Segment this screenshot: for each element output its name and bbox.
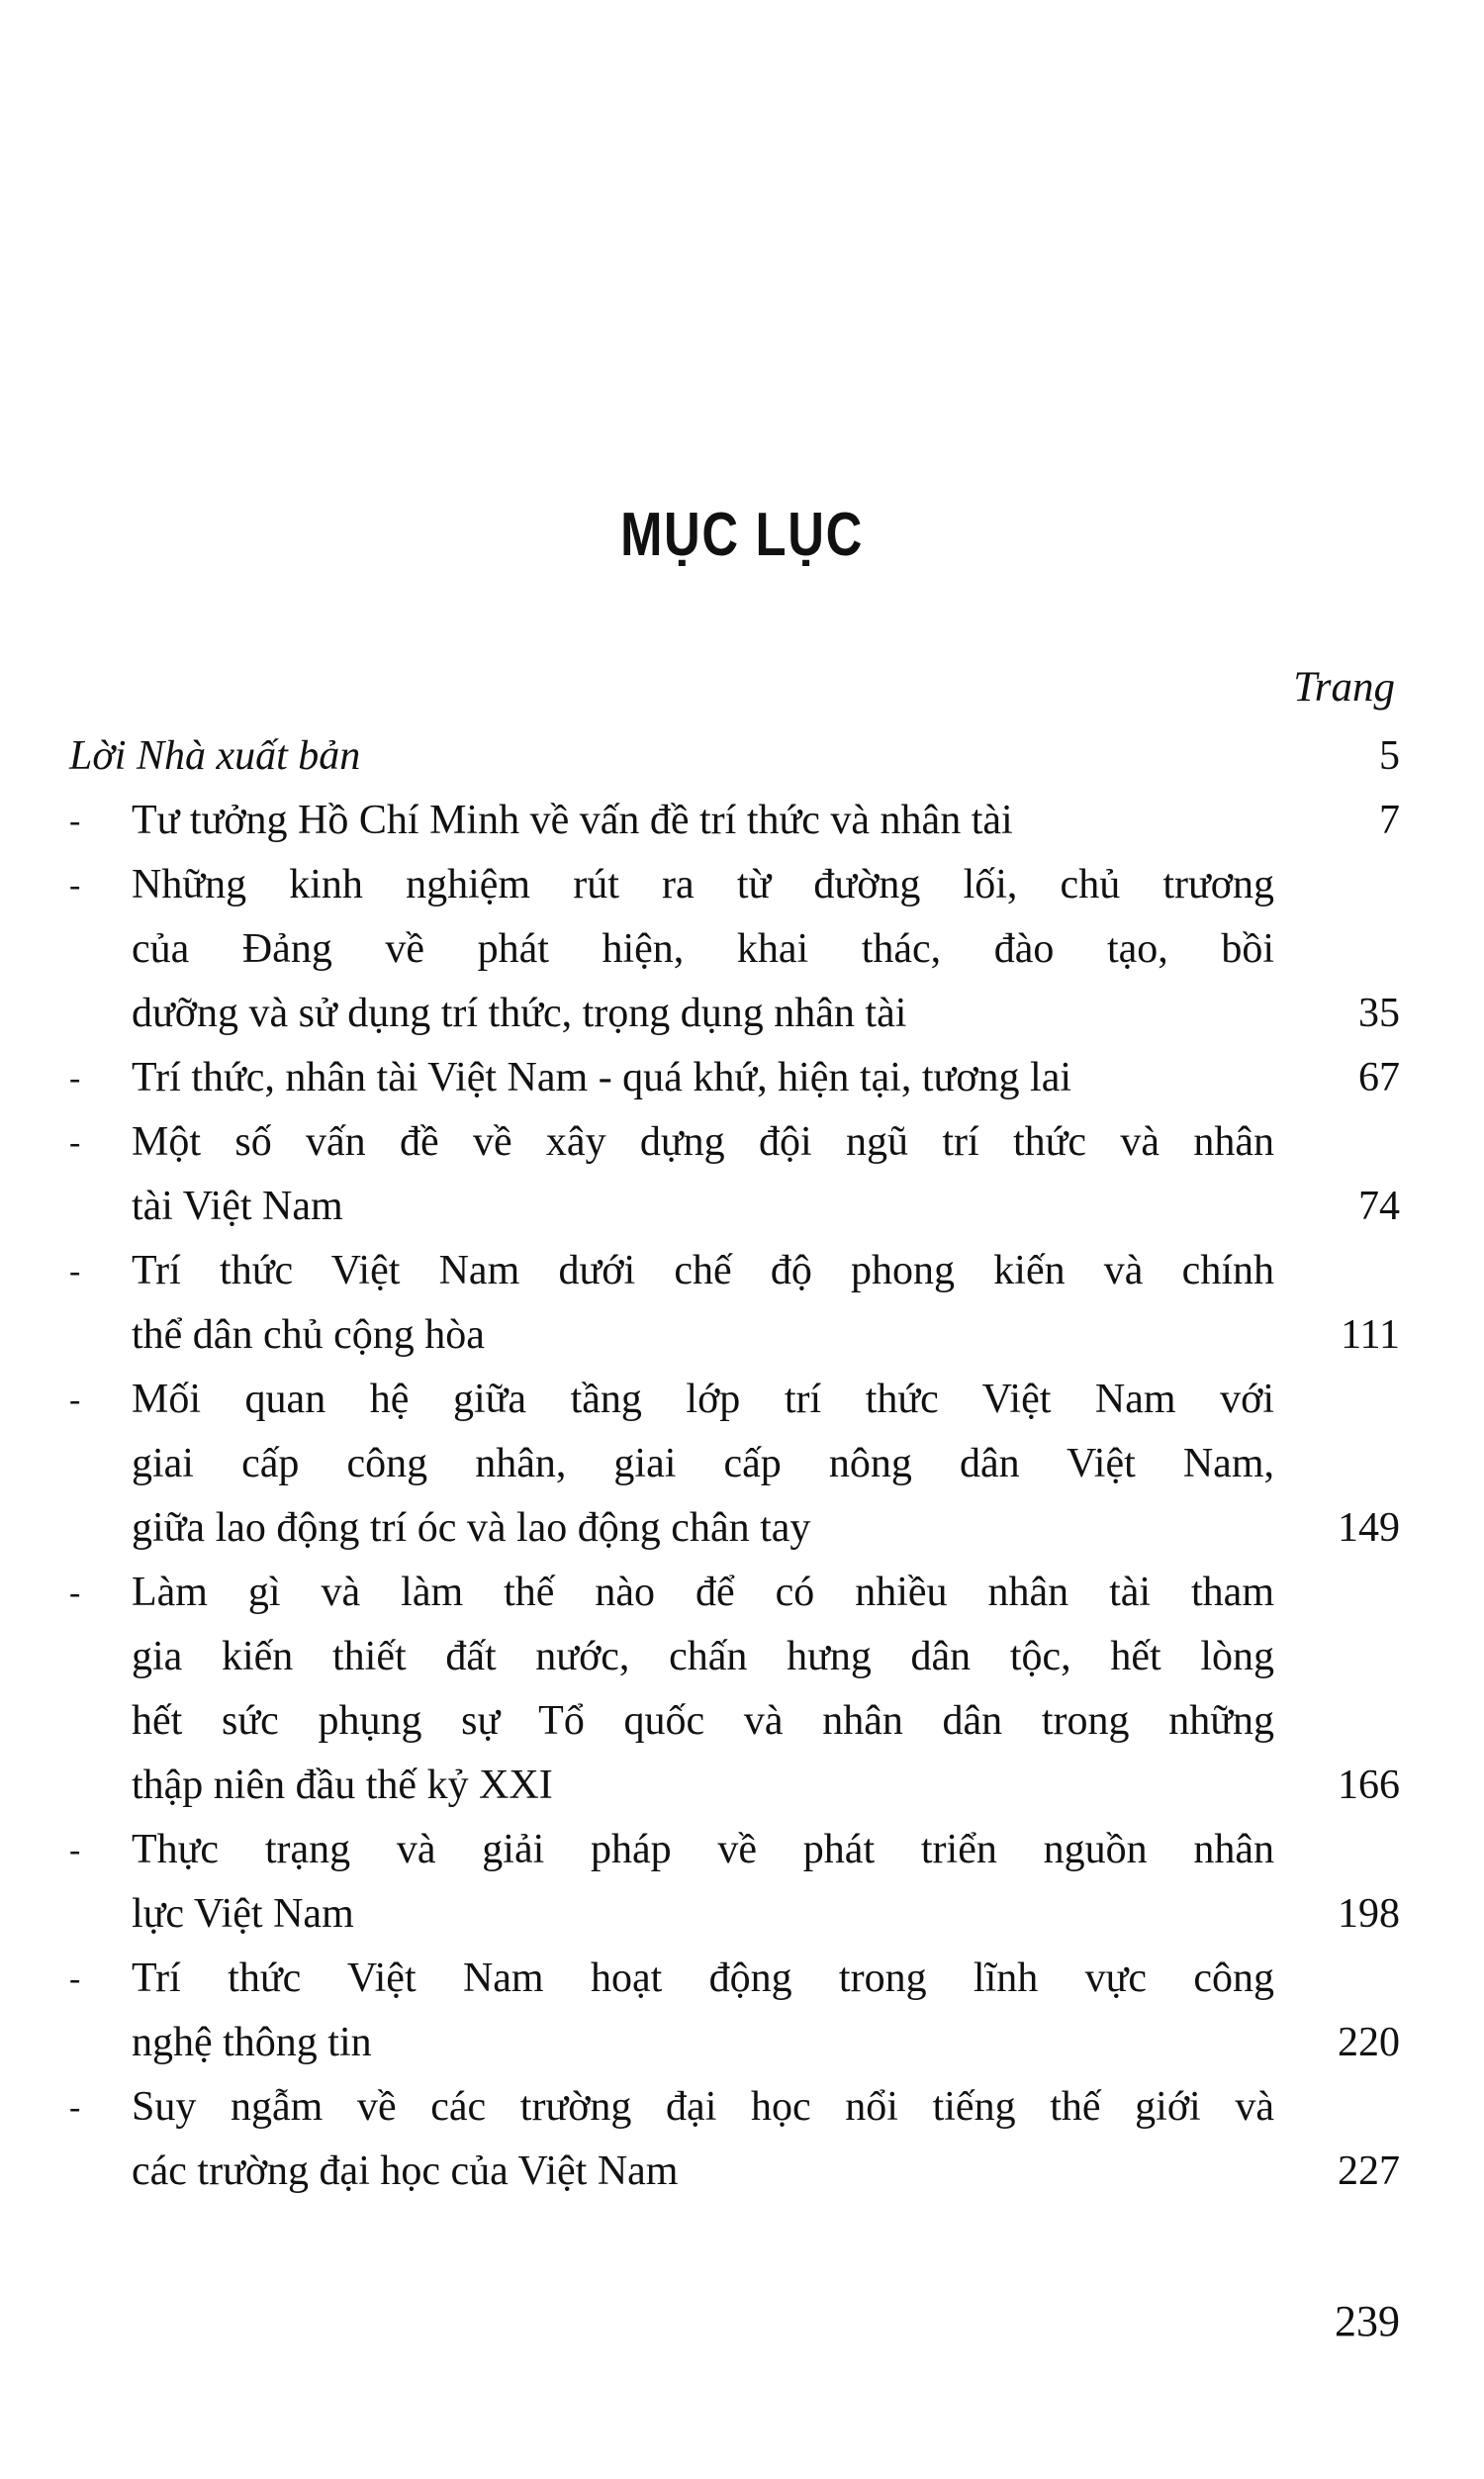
toc-entry-text: Tư tưởng Hồ Chí Minh về vấn đề trí thức và nhân tài	[132, 798, 1013, 843]
toc-entry-page: 198	[1338, 1891, 1400, 1937]
toc-entry-line	[69, 2011, 1400, 2075]
toc-entry-dash: -	[69, 1060, 81, 1096]
toc-entry-text: thể dân chủ cộng hòa	[132, 1312, 485, 1358]
toc-entry-line	[69, 1046, 1400, 1110]
toc-entry	[69, 1368, 1400, 1561]
toc-entry-line	[69, 917, 1274, 982]
toc-entry-text: các trường đại học của Việt Nam	[132, 2148, 679, 2194]
toc-entry-line	[69, 1625, 1274, 1689]
toc-entry-dash: -	[69, 1832, 81, 1868]
toc-entry	[69, 853, 1400, 1046]
page-number: 239	[1335, 2297, 1400, 2345]
toc-entry	[69, 789, 1400, 853]
toc-entry-line	[69, 2075, 1274, 2140]
toc-entry-line	[69, 1561, 1274, 1625]
toc-entry-text: lực Việt Nam	[132, 1891, 354, 1937]
toc-entry-line	[69, 2140, 1400, 2204]
toc-entry-line	[69, 1368, 1274, 1432]
toc-entry-page: 111	[1341, 1312, 1400, 1358]
toc-entry-line	[69, 1947, 1274, 2011]
toc-entry-text: Những kinh nghiệm rút ra từ đường lối, chủ trương	[132, 862, 1274, 907]
toc-entry-dash: -	[69, 2089, 81, 2126]
toc-entry-text: Lời Nhà xuất bản	[69, 733, 361, 779]
toc-entry-text: Suy ngẫm về các trường đại học nổi tiếng thế giới và	[132, 2084, 1274, 2130]
toc-entry-page: 35	[1358, 991, 1400, 1036]
toc-entry-text: Một số vấn đề về xây dựng đội ngũ trí thức và nhân	[132, 1119, 1274, 1165]
toc-entry-text: của Đảng về phát hiện, khai thác, đào tạo, bồi	[132, 926, 1274, 972]
toc-entry-text: Trí thức Việt Nam dưới chế độ phong kiến và chính	[132, 1248, 1274, 1293]
toc-entry-text: Trí thức Việt Nam hoạt động trong lĩnh vực công	[132, 1955, 1274, 2001]
toc-entry	[69, 2075, 1400, 2204]
toc-entry-text: Thực trạng và giải pháp về phát triển nguồn nhân	[132, 1827, 1274, 1872]
toc-entry-text: Làm gì và làm thế nào để có nhiều nhân tài tham	[132, 1570, 1274, 1615]
toc-entry-line	[69, 1818, 1274, 1882]
toc-entry-line	[69, 1432, 1274, 1496]
toc-entry	[69, 1947, 1400, 2075]
toc-entry-line	[69, 853, 1274, 917]
toc-entry	[69, 1110, 1400, 1239]
toc-entry-page: 220	[1338, 2020, 1400, 2065]
toc-entry-page: 7	[1379, 798, 1400, 843]
toc-entry-line	[69, 982, 1400, 1046]
toc-entry-page: 166	[1338, 1763, 1400, 1808]
toc-entry-line	[69, 1239, 1274, 1303]
toc-entry-dash: -	[69, 1574, 81, 1611]
toc-entry-line	[69, 1689, 1274, 1754]
toc-entry-line	[69, 1882, 1400, 1947]
toc-entry-page: 149	[1338, 1505, 1400, 1551]
toc-entry-text: thập niên đầu thế kỷ XXI	[132, 1763, 553, 1808]
toc-entry-line	[69, 724, 1400, 789]
toc-entry-text: dưỡng và sử dụng trí thức, trọng dụng nhân tài	[132, 991, 907, 1036]
toc-entry-text: nghệ thông tin	[132, 2020, 372, 2065]
toc-entry-dash: -	[69, 1124, 81, 1161]
toc-entry-dash: -	[69, 867, 81, 904]
toc-entry-page: 67	[1358, 1055, 1400, 1100]
toc-entry-dash: -	[69, 1960, 81, 1997]
toc-entry-text: Mối quan hệ giữa tầng lớp trí thức Việt Nam với	[132, 1377, 1274, 1422]
toc-entry	[69, 1561, 1400, 1818]
page-title: MỤC LỤC	[620, 501, 864, 569]
toc-entry-text: tài Việt Nam	[132, 1184, 343, 1229]
toc-entry-text: gia kiến thiết đất nước, chấn hưng dân tộc, hết lòng	[132, 1634, 1274, 1679]
toc-entry-page: 5	[1379, 733, 1400, 779]
toc-entry-text: hết sức phụng sự Tổ quốc và nhân dân trong những	[132, 1698, 1274, 1744]
toc-entry-line	[69, 1496, 1400, 1561]
toc-entry-dash: -	[69, 803, 81, 839]
toc-entry	[69, 724, 1400, 789]
toc-entry-page: 227	[1338, 2148, 1400, 2194]
toc-entry	[69, 1046, 1400, 1110]
toc-entry-dash: -	[69, 1253, 81, 1289]
toc-entry-line	[69, 1175, 1400, 1239]
toc-entry-dash: -	[69, 1382, 81, 1418]
toc-entry-text: Trí thức, nhân tài Việt Nam - quá khứ, hiện tại, tương lai	[132, 1055, 1072, 1100]
table-of-contents	[69, 724, 1400, 2204]
toc-entry	[69, 1239, 1400, 1368]
toc-entry	[69, 1818, 1400, 1947]
toc-entry-text: giữa lao động trí óc và lao động chân tay	[132, 1505, 811, 1551]
toc-entry-line	[69, 1754, 1400, 1818]
toc-entry-page: 74	[1358, 1184, 1400, 1229]
toc-entry-line	[69, 1303, 1400, 1368]
page-column-label: Trang	[1293, 664, 1395, 711]
toc-entry-text: giai cấp công nhân, giai cấp nông dân Việt Nam,	[132, 1441, 1274, 1486]
toc-entry-line	[69, 1110, 1274, 1175]
toc-entry-line	[69, 789, 1400, 853]
